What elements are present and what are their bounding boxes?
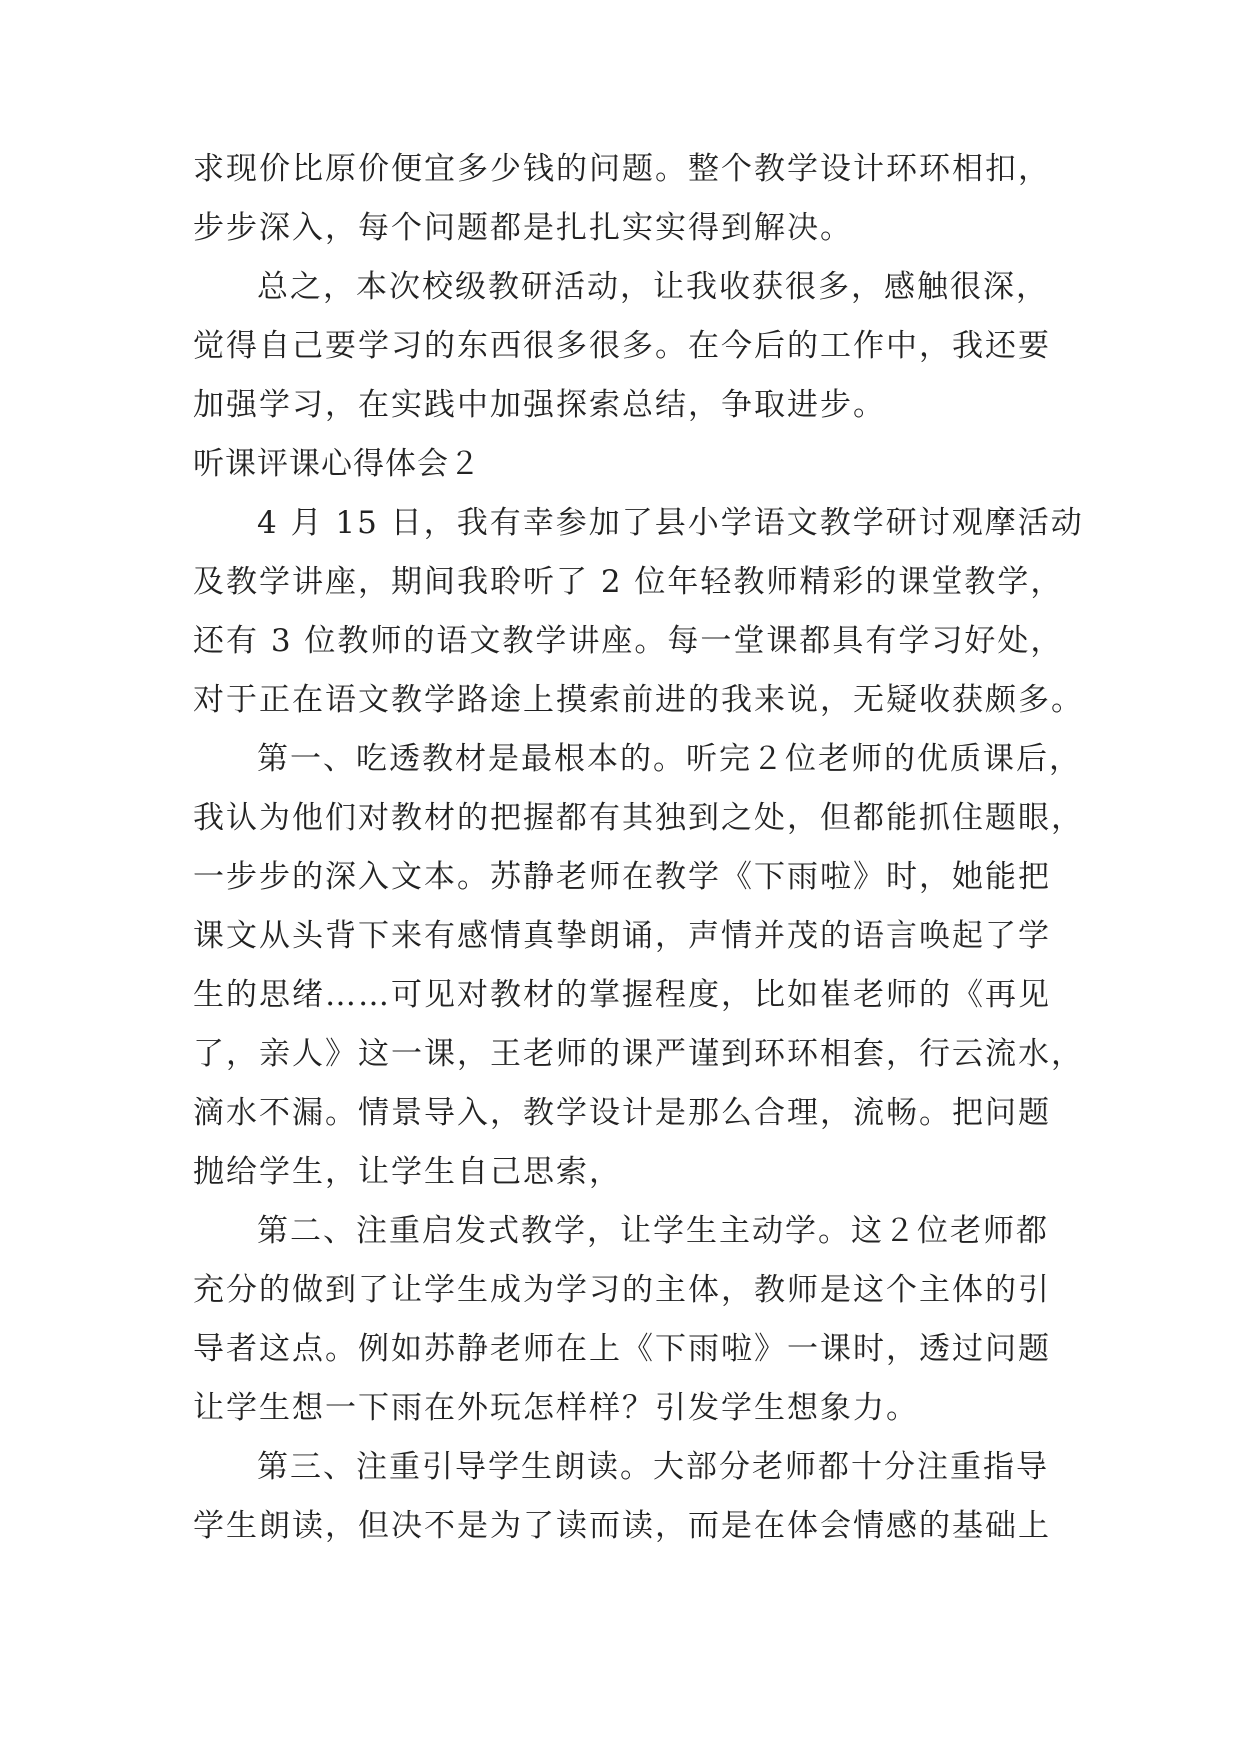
text-line: 对于正在语文教学路途上摸索前进的我来说，无疑收获颇多。	[193, 682, 1084, 718]
text-line: 滴水不漏。情景导入，教学设计是那么合理，流畅。把问题	[193, 1095, 1051, 1131]
text-line: 充分的做到了让学生成为学习的主体，教师是这个主体的引	[193, 1272, 1051, 1308]
text-line: 课文从头背下来有感情真挚朗诵，声情并茂的语言唤起了学	[193, 918, 1051, 954]
text-line: 让学生想一下雨在外玩怎样样？引发学生想象力。	[193, 1390, 919, 1426]
text-line: 学生朗读，但决不是为了读而读，而是在体会情感的基础上	[193, 1508, 1051, 1544]
text-line: 还有 3 位教师的语文教学讲座。每一堂课都具有学习好处，	[193, 623, 1064, 659]
text-line: 步步深入，每个问题都是扎扎实实得到解决。	[193, 210, 853, 246]
section-heading: 听课评课心得体会２	[193, 446, 481, 482]
text-line: 抛给学生，让学生自己思索，	[193, 1154, 622, 1190]
paragraph-start-line: 第三、注重引导学生朗读。大部分老师都十分注重指导	[257, 1449, 1049, 1485]
text-line: 导者这点。例如苏静老师在上《下雨啦》一课时，透过问题	[193, 1331, 1051, 1367]
paragraph-start-line: 4 月 15 日，我有幸参加了县小学语文教学研讨观摩活动	[257, 505, 1084, 541]
text-line: 一步步的深入文本。苏静老师在教学《下雨啦》时，她能把	[193, 859, 1051, 895]
text-line: 求现价比原价便宜多少钱的问题。整个教学设计环环相扣，	[193, 151, 1051, 187]
document-page	[193, 140, 1084, 1556]
paragraph-start-line: 第二、注重启发式教学，让学生主动学。这２位老师都	[257, 1213, 1049, 1249]
text-line: 加强学习，在实践中加强探索总结，争取进步。	[193, 387, 886, 423]
text-line: 及教学讲座，期间我聆听了 2 位年轻教师精彩的课堂教学，	[193, 564, 1064, 600]
text-line: 我认为他们对教材的把握都有其独到之处，但都能抓住题眼，	[193, 800, 1084, 836]
text-line: 生的思绪……可见对教材的掌握程度，比如崔老师的《再见	[193, 977, 1051, 1013]
paragraph-start-line: 总之，本次校级教研活动，让我收获很多，感触很深，	[257, 269, 1049, 305]
paragraph-start-line: 第一、吃透教材是最根本的。听完２位老师的优质课后，	[257, 741, 1082, 777]
text-line: 了，亲人》这一课，王老师的课严谨到环环相套，行云流水，	[193, 1036, 1084, 1072]
text-line: 觉得自己要学习的东西很多很多。在今后的工作中，我还要	[193, 328, 1051, 364]
